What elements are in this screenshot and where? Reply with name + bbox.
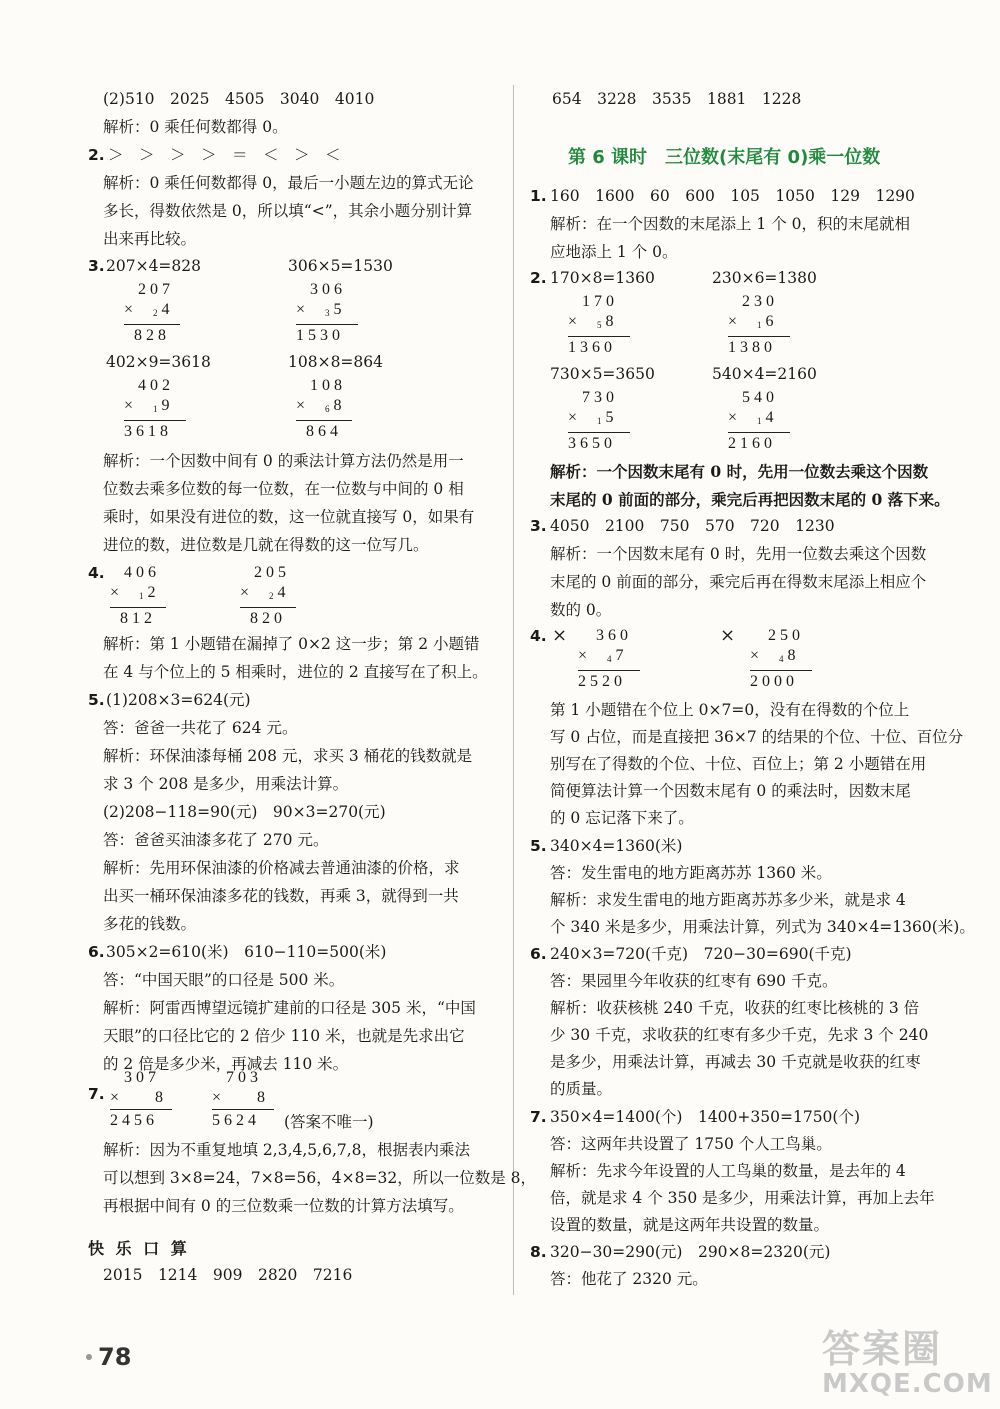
answer-line: ＞ ＞ ＞ ＞ ＝ ＜ ＞ ＜ bbox=[108, 146, 341, 164]
analysis-line: 应地添上 1 个 0。 bbox=[550, 243, 678, 261]
analysis-line: 的 0 忘记落下来了。 bbox=[550, 809, 694, 827]
rule-line bbox=[110, 607, 166, 608]
wrong-mark: × bbox=[720, 625, 736, 646]
product: 1380 bbox=[728, 339, 776, 356]
multiplicand: 307 bbox=[124, 1069, 160, 1086]
answer-line: 340×4=1360(米) bbox=[550, 837, 683, 855]
times-sign: × bbox=[296, 301, 310, 318]
multiplicand: 730 bbox=[582, 389, 618, 406]
question-number: 6. bbox=[88, 943, 105, 961]
analysis-line: 可以想到 3×8=24，7×8=56，4×8=32，所以一位数是 8， bbox=[103, 1169, 536, 1187]
answer-line: 答：爸爸买油漆多花了 270 元。 bbox=[103, 831, 329, 849]
multiplicand: 108 bbox=[310, 377, 346, 394]
product: 3650 bbox=[568, 435, 616, 452]
equation: 306×5=1530 bbox=[288, 257, 393, 275]
answer-line: (2)208−118=90(元) 90×3=270(元) bbox=[103, 803, 386, 821]
vertical-multiplication bbox=[568, 388, 630, 454]
vertical-multiplication bbox=[110, 1068, 172, 1131]
multiplicand: 230 bbox=[742, 293, 778, 310]
analysis-line: 乘时，如果没有进位的数，这一位就直接写 0，如果有 bbox=[103, 508, 475, 526]
analysis-line: 再根据中间有 0 的三位数乘一位数的计算方法填写。 bbox=[103, 1197, 464, 1215]
multiplier: 2 bbox=[147, 584, 160, 601]
equation: 108×8=864 bbox=[288, 353, 384, 371]
carry-digit: 4 bbox=[607, 654, 616, 664]
question-number: 3. bbox=[530, 517, 547, 535]
analysis-line: 倍，就是求 4 个 350 是多少，用乘法计算，再加上去年 bbox=[550, 1189, 935, 1207]
analysis-line: 解析：一个因数中间有 0 的乘法计算方法仍然是用一 bbox=[103, 452, 464, 470]
question-number: 6. bbox=[530, 945, 547, 963]
vertical-multiplication bbox=[240, 563, 296, 629]
carry-digit: 1 bbox=[139, 591, 148, 601]
carry-digit: 4 bbox=[779, 654, 788, 664]
analysis-line: 求 3 个 208 是多少，用乘法计算。 bbox=[103, 775, 349, 793]
rule-line bbox=[296, 420, 352, 421]
carry-digit: 6 bbox=[325, 404, 334, 414]
times-sign: × bbox=[296, 397, 310, 414]
carry-digit: 1 bbox=[757, 416, 766, 426]
analysis-line: 解析：先求今年设置的人工鸟巢的数量，是去年的 4 bbox=[550, 1162, 906, 1180]
page-dot-icon bbox=[86, 1354, 92, 1360]
multiplier: 5 bbox=[605, 409, 618, 426]
carry-digit: 2 bbox=[153, 308, 162, 318]
question-number: 4. bbox=[88, 564, 105, 582]
rule-line bbox=[212, 1109, 274, 1110]
carry-digit: 3 bbox=[325, 308, 334, 318]
analysis-line: 解析：0 乘任何数都得 0。 bbox=[103, 118, 288, 136]
equation: 170×8=1360 bbox=[550, 269, 655, 287]
rule-line bbox=[240, 607, 296, 608]
answer-line: 答：爸爸一共花了 624 元。 bbox=[103, 719, 298, 737]
analysis-line: 的质量。 bbox=[550, 1080, 613, 1098]
analysis-line: 的 2 倍是多少米，再减去 110 米。 bbox=[103, 1055, 349, 1073]
vertical-multiplication bbox=[296, 280, 358, 346]
multiplier: 8 bbox=[333, 397, 346, 414]
lesson-title: 第 6 课时 三位数(末尾有 0)乘一位数 bbox=[568, 147, 881, 168]
analysis-line: 解析：0 乘任何数都得 0，最后一小题左边的算式无论 bbox=[103, 174, 474, 192]
question-number: 7. bbox=[88, 1085, 105, 1103]
question-number: 1. bbox=[530, 187, 547, 205]
times-sign: × bbox=[728, 313, 742, 330]
product: 820 bbox=[250, 610, 286, 627]
section-title: 快 乐 口 算 bbox=[88, 1239, 190, 1258]
multiplier: 8 bbox=[257, 1089, 270, 1106]
multiplicand: 205 bbox=[254, 564, 290, 581]
question-number: 7. bbox=[530, 1108, 547, 1126]
times-sign: × bbox=[568, 409, 582, 426]
watermark bbox=[822, 1318, 993, 1399]
product: 5624 bbox=[212, 1112, 260, 1129]
answer-line: 答：发生雷电的地方距离苏苏 1360 米。 bbox=[550, 864, 832, 882]
text-line: (2)510 2025 4505 3040 4010 bbox=[103, 90, 375, 108]
analysis-line: 简便算法计算一个因数末尾有 0 的乘法时，因数末尾 bbox=[550, 782, 911, 800]
question-number: 2. bbox=[530, 269, 547, 287]
multiplier: 7 bbox=[615, 647, 628, 664]
question-number: 3. bbox=[88, 257, 105, 275]
question-number: 2. bbox=[88, 146, 105, 164]
vertical-multiplication bbox=[728, 388, 790, 454]
answer-line: 160 1600 60 600 105 1050 129 1290 bbox=[550, 187, 915, 205]
multiplier: 9 bbox=[161, 397, 174, 414]
multiplicand: 250 bbox=[768, 627, 804, 644]
equation: 207×4=828 bbox=[106, 257, 202, 275]
times-sign: × bbox=[124, 301, 138, 318]
note: (答案不唯一) bbox=[284, 1113, 374, 1131]
multiplier: 4 bbox=[765, 409, 778, 426]
analysis-line: 末尾的 0 前面的部分，乘完后再把因数末尾的 0 落下来。 bbox=[550, 490, 950, 509]
analysis-line: 解析：阿雷西博望远镜扩建前的口径是 305 米，“中国 bbox=[103, 999, 476, 1017]
watermark-logo: 答案圈 bbox=[822, 1327, 943, 1371]
rule-line bbox=[110, 1109, 172, 1110]
rule-line bbox=[568, 432, 630, 433]
carry-digit: 1 bbox=[597, 416, 606, 426]
product: 828 bbox=[134, 327, 170, 344]
analysis-line: 解析：在一个因数的末尾添上 1 个 0，积的末尾就相 bbox=[550, 215, 911, 233]
answer-line: 320−30=290(元) 290×8=2320(元) bbox=[550, 1243, 831, 1261]
analysis-line: 少 30 千克，求收获的红枣有多少千克，先求 3 个 240 bbox=[550, 1026, 929, 1044]
rule-line bbox=[728, 432, 790, 433]
multiplier: 4 bbox=[277, 584, 290, 601]
question-number: 5. bbox=[88, 691, 105, 709]
product: 864 bbox=[306, 423, 342, 440]
vertical-multiplication bbox=[124, 280, 180, 346]
analysis-line: 天眼”的口径比它的 2 倍少 110 米，也就是先求出它 bbox=[103, 1027, 465, 1045]
times-sign: × bbox=[212, 1089, 226, 1106]
multiplier: 8 bbox=[155, 1089, 168, 1106]
product: 1530 bbox=[296, 327, 344, 344]
rule-line bbox=[750, 670, 812, 671]
vertical-multiplication bbox=[212, 1068, 274, 1131]
answer-line: 305×2=610(米) 610−110=500(米) bbox=[106, 943, 387, 961]
equation: 402×9=3618 bbox=[106, 353, 211, 371]
vertical-multiplication bbox=[578, 626, 640, 692]
answer-line: 4050 2100 750 570 720 1230 bbox=[550, 517, 835, 535]
answer-line: 答：这两年共设置了 1750 个人工鸟巢。 bbox=[550, 1135, 832, 1153]
multiplicand: 306 bbox=[310, 281, 346, 298]
vertical-multiplication bbox=[750, 626, 812, 692]
times-sign: × bbox=[750, 647, 764, 664]
analysis-line: 出买一桶环保油漆多花的钱数，再乘 3，就得到一共 bbox=[103, 887, 459, 905]
times-sign: × bbox=[110, 1089, 124, 1106]
multiplier: 5 bbox=[333, 301, 346, 318]
times-sign: × bbox=[124, 397, 138, 414]
vertical-multiplication bbox=[110, 563, 166, 629]
answer-line: 240×3=720(千克) 720−30=690(千克) bbox=[550, 945, 852, 963]
multiplier: 4 bbox=[161, 301, 174, 318]
multiplicand: 360 bbox=[596, 627, 632, 644]
multiplier: 6 bbox=[765, 313, 778, 330]
analysis-line: 解析：一个因数末尾有 0 时，先用一位数去乘这个因数 bbox=[550, 462, 929, 481]
analysis-line: 个 340 米是多少，用乘法计算，列式为 340×4=1360(米)。 bbox=[550, 918, 975, 936]
rule-line bbox=[578, 670, 640, 671]
answer-line: 答：果园里今年收获的红枣有 690 千克。 bbox=[550, 972, 838, 990]
multiplicand: 540 bbox=[742, 389, 778, 406]
analysis-line: 别写在了得数的个位、十位、百位上；第 2 小题错在用 bbox=[550, 755, 927, 773]
column-divider bbox=[513, 85, 514, 1295]
answer-line: 654 3228 3535 1881 1228 bbox=[552, 90, 802, 108]
product: 812 bbox=[120, 610, 156, 627]
times-sign: × bbox=[578, 647, 592, 664]
rule-line bbox=[728, 336, 790, 337]
analysis-line: 是多少，用乘法计算，再减去 30 千克就是收获的红枣 bbox=[550, 1053, 921, 1071]
question-number: 8. bbox=[530, 1243, 547, 1261]
rule-line bbox=[124, 420, 186, 421]
analysis-line: 写 0 占位，而是直接把 36×7 的结果的个位、十位、百位分 bbox=[550, 728, 964, 746]
multiplicand: 170 bbox=[582, 293, 618, 310]
rule-line bbox=[296, 324, 358, 325]
product: 3618 bbox=[124, 423, 172, 440]
analysis-line: 第 1 小题错在个位上 0×7=0，没有在得数的个位上 bbox=[550, 701, 910, 719]
analysis-line: 多花的钱数。 bbox=[103, 915, 197, 933]
carry-digit: 5 bbox=[597, 320, 606, 330]
question-number: 5. bbox=[530, 837, 547, 855]
multiplicand: 402 bbox=[138, 377, 174, 394]
carry-digit: 2 bbox=[269, 591, 278, 601]
carry-digit: 1 bbox=[757, 320, 766, 330]
times-sign: × bbox=[240, 584, 254, 601]
analysis-line: 解析：第 1 小题错在漏掉了 0×2 这一步；第 2 小题错 bbox=[103, 635, 480, 653]
answer-line: (1)208×3=624(元) bbox=[106, 691, 251, 709]
vertical-multiplication bbox=[728, 292, 790, 358]
page-number: 78 bbox=[98, 1343, 132, 1371]
product: 2520 bbox=[578, 673, 626, 690]
analysis-line: 出来再比较。 bbox=[103, 230, 197, 248]
times-sign: × bbox=[110, 584, 124, 601]
product: 1360 bbox=[568, 339, 616, 356]
rule-line bbox=[568, 336, 630, 337]
question-number: 4. bbox=[530, 627, 547, 645]
analysis-line: 解析：收获核桃 240 千克，收获的红枣比核桃的 3 倍 bbox=[550, 999, 920, 1017]
equation: 730×5=3650 bbox=[550, 365, 655, 383]
vertical-multiplication bbox=[124, 376, 186, 442]
product: 2160 bbox=[728, 435, 776, 452]
multiplicand: 703 bbox=[226, 1069, 262, 1086]
equation: 540×4=2160 bbox=[712, 365, 817, 383]
carry-digit: 1 bbox=[153, 404, 162, 414]
analysis-line: 解析：一个因数末尾有 0 时，先用一位数去乘这个因数 bbox=[550, 545, 927, 563]
wrong-mark: × bbox=[552, 625, 568, 646]
answer-line: 350×4=1400(个) 1400+350=1750(个) bbox=[550, 1108, 861, 1126]
analysis-line: 进位的数，进位数是几就在得数的这一位写几。 bbox=[103, 536, 429, 554]
answer-line: 2015 1214 909 2820 7216 bbox=[103, 1266, 353, 1284]
multiplier: 8 bbox=[605, 313, 618, 330]
times-sign: × bbox=[568, 313, 582, 330]
multiplicand: 406 bbox=[124, 564, 160, 581]
answer-line: 答：“中国天眼”的口径是 500 米。 bbox=[103, 971, 345, 989]
analysis-line: 位数去乘多位数的每一位数，在一位数与中间的 0 相 bbox=[103, 480, 464, 498]
multiplier: 8 bbox=[787, 647, 800, 664]
vertical-multiplication bbox=[568, 292, 630, 358]
analysis-line: 解析：先用环保油漆的价格减去普通油漆的价格，求 bbox=[103, 859, 460, 877]
analysis-line: 在 4 与个位上的 5 相乘时，进位的 2 直接写在了积上。 bbox=[103, 663, 488, 681]
watermark-url: MXQE.COM bbox=[822, 1369, 993, 1399]
times-sign: × bbox=[728, 409, 742, 426]
analysis-line: 解析：因为不重复地填 2,3,4,5,6,7,8，根据表内乘法 bbox=[103, 1141, 471, 1159]
product: 2456 bbox=[110, 1112, 158, 1129]
answer-line: 答：他花了 2320 元。 bbox=[550, 1270, 708, 1288]
multiplicand: 207 bbox=[138, 281, 174, 298]
analysis-line: 数的 0。 bbox=[550, 601, 612, 619]
analysis-line: 末尾的 0 前面的部分，乘完后再在得数末尾添上相应个 bbox=[550, 573, 927, 591]
equation: 230×6=1380 bbox=[712, 269, 817, 287]
analysis-line: 解析：求发生雷电的地方距离苏苏多少米，就是求 4 bbox=[550, 891, 906, 909]
vertical-multiplication bbox=[296, 376, 352, 442]
analysis-line: 解析：环保油漆每桶 208 元，求买 3 桶花的钱数就是 bbox=[103, 747, 473, 765]
analysis-line: 多长，得数依然是 0，所以填“<”，其余小题分别计算 bbox=[103, 202, 473, 220]
product: 2000 bbox=[750, 673, 798, 690]
rule-line bbox=[124, 324, 180, 325]
analysis-line: 设置的数量，就是这两年共设置的数量。 bbox=[550, 1216, 830, 1234]
